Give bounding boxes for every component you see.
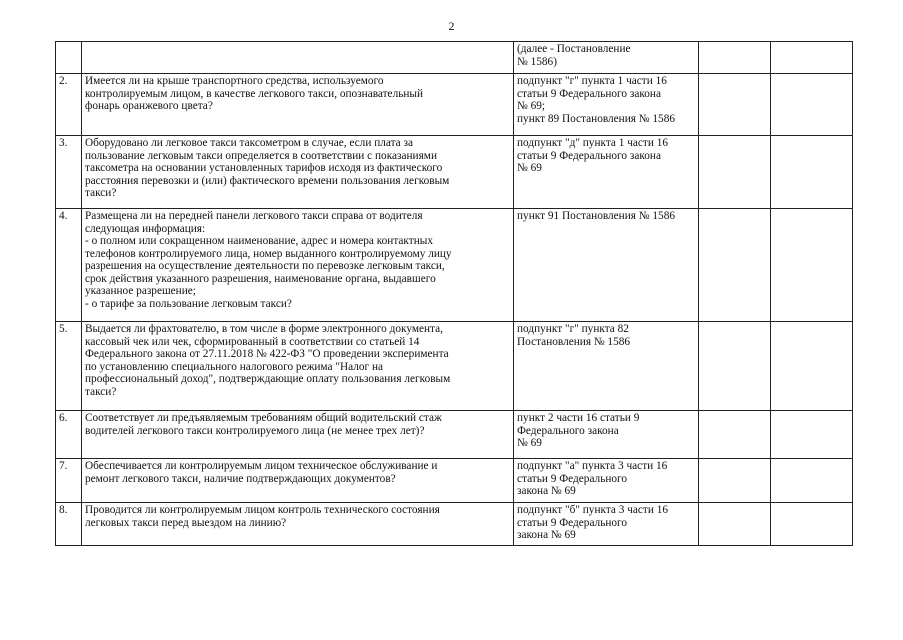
legal-basis-line: статьи 9 Федерального — [517, 516, 628, 529]
question-line: по установлению специального налогового режима "Налог на — [85, 360, 384, 373]
table-row — [56, 322, 853, 411]
legal-basis-line: № 69; — [517, 100, 546, 112]
legal-basis-line: подпункт "г" пункта 1 части 16 — [517, 75, 667, 87]
answer-cell — [699, 459, 771, 503]
answer-cell — [699, 411, 771, 459]
answer-cell — [771, 74, 853, 136]
table-row — [56, 209, 853, 322]
question-line: такси? — [85, 187, 117, 199]
answer-cell — [771, 209, 853, 322]
legal-basis-line: № 69 — [517, 437, 542, 449]
table-row — [56, 136, 853, 209]
question-line: расстояния перевозки и (или) фактического времени пользования легковым — [85, 174, 450, 187]
question-line: профессиональный доход", подтверждающие оплату пользования легковым — [85, 373, 451, 385]
answer-cell — [771, 42, 853, 74]
legal-basis-line: закона № 69 — [517, 529, 576, 541]
question-line: водителей легкового такси контролируемого лица (не менее трех лет)? — [85, 424, 425, 437]
answer-cell — [699, 136, 771, 209]
checklist-table — [55, 41, 853, 546]
legal-basis-cell — [514, 74, 699, 136]
legal-basis-line: подпункт "а" пункта 3 части 16 — [517, 460, 668, 472]
question-line: Имеется ли на крыше транспортного средства, используемого — [85, 75, 384, 87]
answer-cell — [699, 42, 771, 74]
row-number: 7. — [56, 459, 82, 503]
question-line: следующая информация: — [85, 222, 206, 235]
answer-cell — [699, 503, 771, 546]
answer-cell — [771, 503, 853, 546]
legal-basis-line: пункт 2 части 16 статьи 9 — [517, 412, 640, 424]
legal-basis-line: подпункт "б" пункта 3 части 16 — [517, 504, 669, 516]
question-line: телефонов контролируемого лица, номер выданного контролируемому лицу — [85, 247, 452, 260]
answer-cell — [699, 74, 771, 136]
question-line: Оборудовано ли легковое такси таксометром в случае, если плата за — [85, 137, 413, 149]
question-line: Проводится ли контролируемым лицом контроль технического состояния — [85, 504, 440, 516]
question-line: контролируемым лицом, в качестве легкового такси, опознавательный — [85, 87, 424, 100]
row-number: 5. — [56, 322, 82, 411]
legal-basis-line: Федерального закона — [517, 424, 619, 437]
question-line: Обеспечивается ли контролируемым лицом техническое обслуживание и — [85, 460, 438, 472]
answer-cell — [771, 136, 853, 209]
legal-basis-line: № 69 — [517, 162, 542, 174]
answer-cell — [771, 459, 853, 503]
legal-basis-cell — [514, 503, 699, 546]
legal-basis-line: (далее - Постановление — [517, 43, 631, 55]
question-line: срок действия указанного разрешения, наименование органа, выдавшего — [85, 272, 436, 285]
question-line: фонарь оранжевого цвета? — [85, 100, 213, 112]
page-number: 2 — [448, 19, 455, 33]
answer-cell — [699, 322, 771, 411]
question-cell — [82, 74, 514, 136]
row-number: 8. — [56, 503, 82, 546]
question-line: таксометра на основании установленных тарифов исходя из фактического — [85, 162, 443, 174]
question-line: пользование легковым такси определяется в соответствии с показаниями — [85, 149, 437, 162]
question-cell — [82, 136, 514, 209]
legal-basis-cell — [514, 42, 699, 74]
legal-basis-line: подпункт "д" пункта 1 части 16 — [517, 137, 669, 149]
table-row — [56, 503, 853, 546]
legal-basis-line: подпункт "г" пункта 82 — [517, 323, 629, 335]
legal-basis-cell — [514, 136, 699, 209]
question-line: Выдается ли фрахтователю, в том числе в форме электронного документа, — [85, 323, 443, 335]
question-line: - о тарифе за пользование легковым такси? — [85, 297, 292, 310]
question-cell — [82, 411, 514, 459]
legal-basis-cell — [514, 459, 699, 503]
question-cell — [82, 42, 514, 74]
question-line: кассовый чек или чек, сформированный в соответствии со статьей 14 — [85, 335, 420, 348]
legal-basis-line: Постановления № 1586 — [517, 335, 631, 348]
question-cell — [82, 209, 514, 322]
legal-basis-line: пункт 91 Постановления № 1586 — [517, 210, 675, 222]
legal-basis-line: статьи 9 Федерального закона — [517, 87, 661, 100]
row-number: 3. — [56, 136, 82, 209]
legal-basis-line: статьи 9 Федерального — [517, 472, 628, 485]
question-line: - о полном или сокращенном наименование, адрес и номера контактных — [85, 235, 433, 247]
question-line: ремонт легкового такси, наличие подтверждающих документов? — [85, 472, 396, 485]
row-number: 6. — [56, 411, 82, 459]
legal-basis-line: закона № 69 — [517, 485, 576, 497]
legal-basis-line: № 1586) — [517, 55, 557, 68]
table-row — [56, 411, 853, 459]
table-row — [56, 42, 853, 74]
row-number: 4. — [56, 209, 82, 322]
legal-basis-line: пункт 89 Постановления № 1586 — [517, 112, 675, 125]
question-line: Размещена ли на передней панели легкового такси справа от водителя — [85, 210, 423, 222]
answer-cell — [699, 209, 771, 322]
legal-basis-line: статьи 9 Федерального закона — [517, 149, 661, 162]
question-cell — [82, 459, 514, 503]
legal-basis-cell — [514, 322, 699, 411]
question-cell — [82, 322, 514, 411]
question-line: легковых такси перед выездом на линию? — [85, 516, 287, 529]
answer-cell — [771, 411, 853, 459]
row-number: 2. — [56, 74, 82, 136]
legal-basis-cell — [514, 209, 699, 322]
question-line: такси? — [85, 385, 117, 398]
question-line: разрешения на осуществление деятельности по перевозке легковым такси, — [85, 260, 445, 272]
table-row — [56, 74, 853, 136]
answer-cell — [771, 322, 853, 411]
question-cell — [82, 503, 514, 546]
question-line: Соответствует ли предъявляемым требованиям общий водительский стаж — [85, 412, 442, 424]
row-number — [56, 42, 82, 74]
question-line: указанное разрешение; — [85, 285, 196, 297]
table-row — [56, 459, 853, 503]
legal-basis-cell — [514, 411, 699, 459]
question-line: Федерального закона от 27.11.2018 № 422-ФЗ "О проведении эксперимента — [85, 348, 449, 360]
